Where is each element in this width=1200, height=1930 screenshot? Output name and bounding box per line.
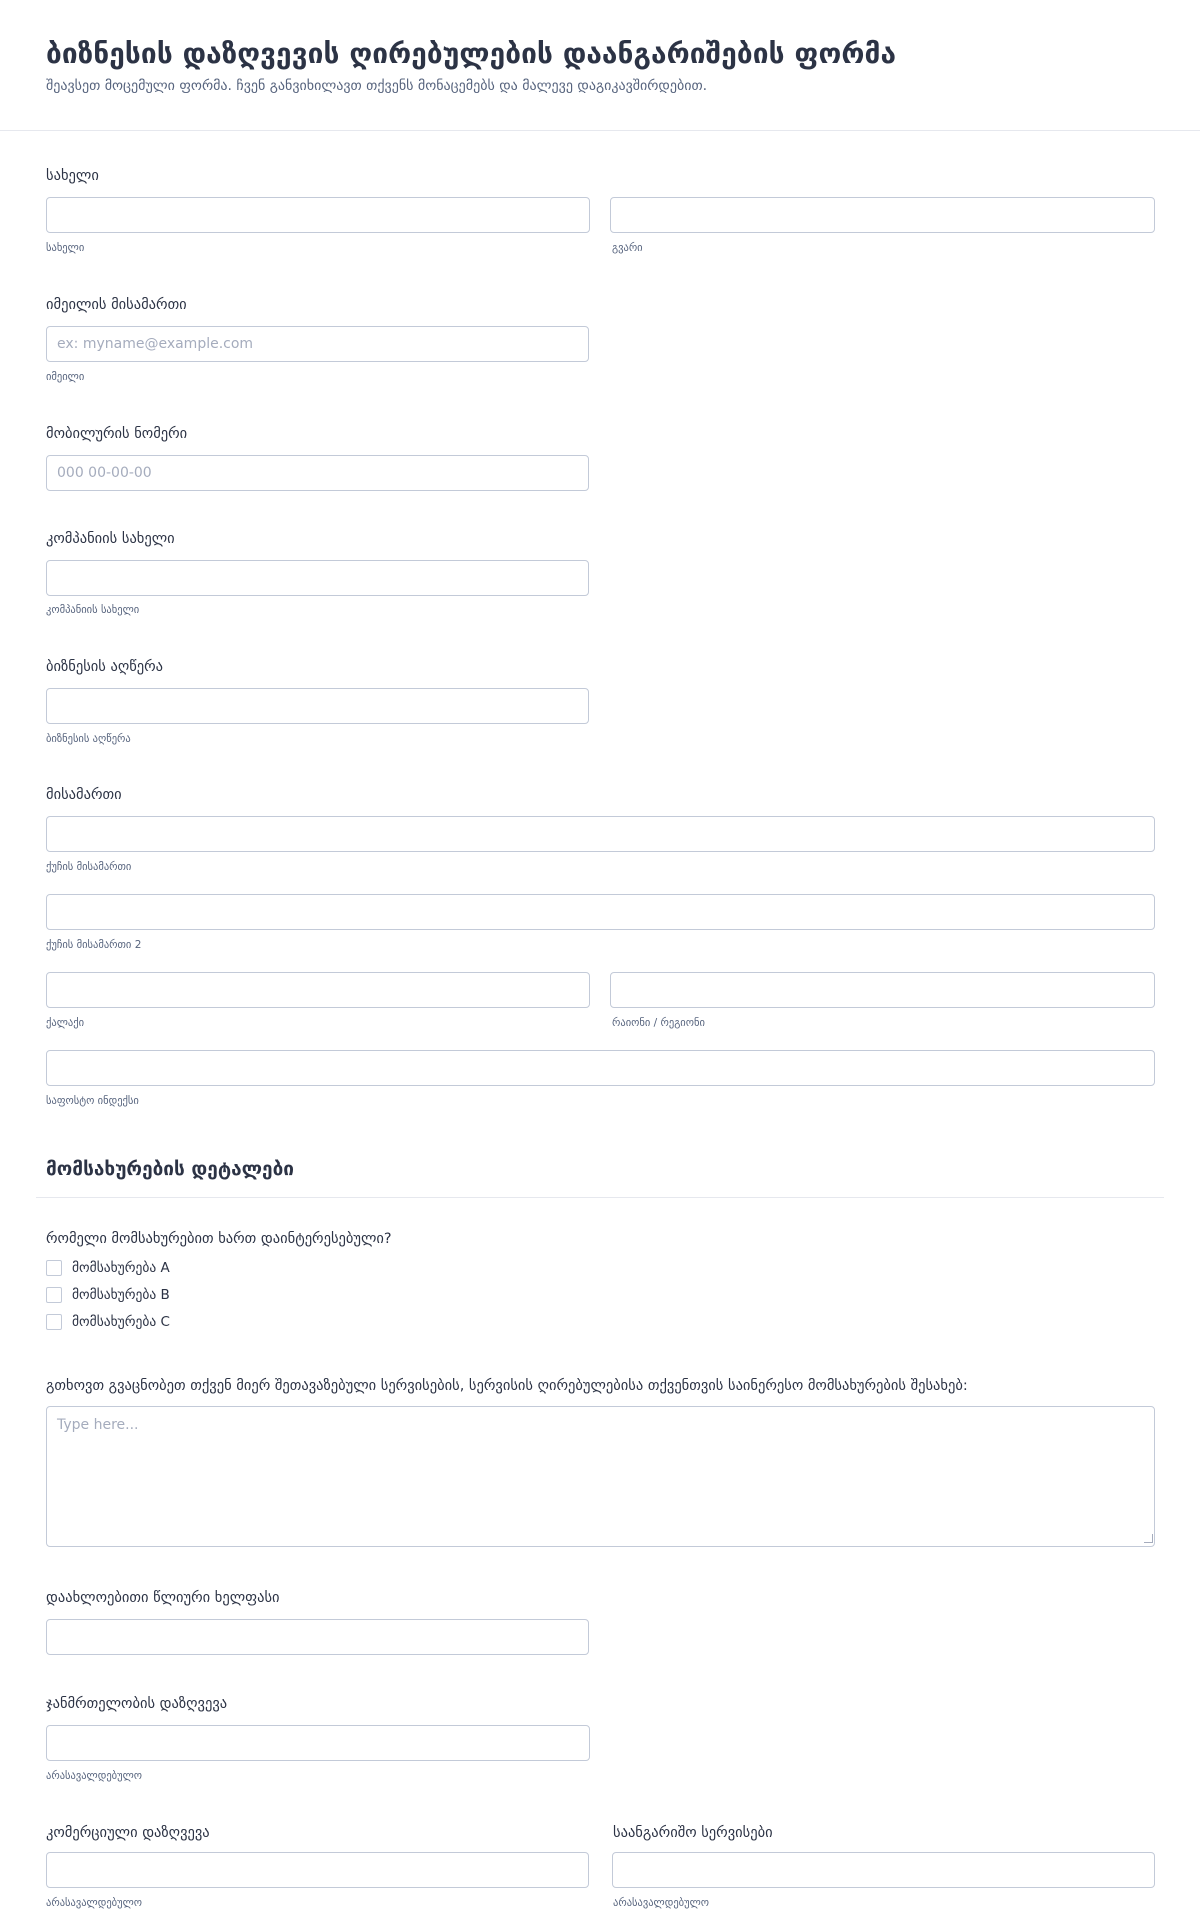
commercial-insurance-sublabel: არასავალდებულო [46,1897,143,1909]
health-insurance-sublabel: არასავალდებულო [46,1770,143,1782]
commercial-insurance-input[interactable] [46,1852,589,1888]
health-insurance-label: ჯანმრთელობის დაზღვევა [46,1696,228,1712]
last-name-sublabel: გვარი [612,242,643,254]
region-sublabel: რაიონი / რეგიონი [612,1017,705,1029]
city-sublabel: ქალაქი [46,1017,85,1029]
service-b-checkbox[interactable] [46,1287,62,1303]
street-address-2-input[interactable] [46,894,1155,930]
payroll-label: დაახლოებითი წლიური ხელფასი [46,1590,280,1606]
business-sublabel: ბიზნესის აღწერა [46,733,131,745]
service-a-option[interactable] [46,1259,170,1277]
phone-input[interactable] [46,455,589,491]
phone-label: მობილურის ნომერი [46,426,188,442]
city-input[interactable] [46,972,590,1008]
commercial-insurance-label: კომერციული დაზღვევა [46,1825,210,1841]
company-input[interactable] [46,560,589,596]
address-label: მისამართი [46,787,122,803]
description-label: გთხოვთ გვაცნობეთ თქვენ მიერ შეთავაზებული სერვისების, სერვისის ღირებულებისა თქვენთვის საინერესო მომსახურების შესახებ: [46,1378,968,1394]
company-label: კომპანიის სახელი [46,531,175,547]
service-b-option[interactable] [46,1286,170,1304]
business-label: ბიზნესის აღწერა [46,659,164,675]
business-input[interactable] [46,688,589,724]
form-title: ბიზნესის დაზღვევის ღირებულების დაანგარიშების ფორმა [46,37,897,70]
section-divider [36,1197,1164,1198]
accounting-services-input[interactable] [612,1852,1155,1888]
health-insurance-input[interactable] [46,1725,590,1761]
zip-input[interactable] [46,1050,1155,1086]
email-sublabel: იმეილი [46,371,85,383]
services-label: რომელი მომსახურებით ხართ დაინტერესებული? [46,1231,392,1247]
service-a-label: მომსახურება A [72,1260,170,1276]
textarea-resize-handle[interactable] [1144,1534,1153,1543]
description-textarea[interactable] [46,1406,1155,1547]
region-input[interactable] [610,972,1155,1008]
form-header [0,0,1200,131]
payroll-input[interactable] [46,1619,589,1655]
name-label: სახელი [46,168,99,184]
first-name-input[interactable] [46,197,590,233]
first-name-sublabel: სახელი [46,242,85,254]
service-a-checkbox[interactable] [46,1260,62,1276]
service-c-checkbox[interactable] [46,1314,62,1330]
email-label: იმეილის მისამართი [46,297,187,313]
street-address-input[interactable] [46,816,1155,852]
last-name-input[interactable] [610,197,1155,233]
street-address-2-sublabel: ქუჩის მისამართი 2 [46,939,142,951]
service-b-label: მომსახურება B [72,1287,170,1303]
service-c-label: მომსახურება C [72,1314,170,1330]
services-section-title: მომსახურების დეტალები [46,1158,295,1180]
company-sublabel: კომპანიის სახელი [46,604,140,616]
accounting-services-sublabel: არასავალდებულო [613,1897,710,1909]
email-input[interactable] [46,326,589,362]
street-address-sublabel: ქუჩის მისამართი [46,861,132,873]
service-c-option[interactable] [46,1313,170,1331]
accounting-services-label: საანგარიშო სერვისები [613,1825,773,1841]
zip-sublabel: საფოსტო ინდექსი [46,1095,139,1107]
form-subtitle: შეავსეთ მოცემული ფორმა. ჩვენ განვიხილავთ თქვენს მონაცემებს და მალევე დაგიკავშირდებით. [46,78,708,94]
